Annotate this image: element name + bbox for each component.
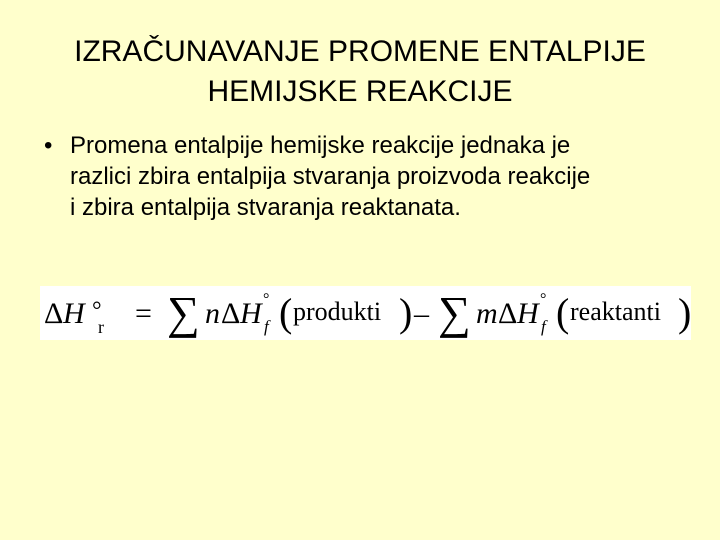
paren-close-2: ) <box>678 290 691 335</box>
equals-sign: = <box>135 297 152 330</box>
bullet-item <box>44 130 704 223</box>
enthalpy-h: H <box>63 297 85 330</box>
bullet-text-line-2: razlici zbira entalpija stvaranja proizvoda reakcije <box>70 163 591 190</box>
bullet-marker: • <box>44 132 53 159</box>
bullet-text-line-3: i zbira entalpija stvaranja reaktanata. <box>70 194 461 221</box>
subscript-f-1: f <box>264 317 269 336</box>
sum-symbol-1: ∑ <box>167 287 200 338</box>
enthalpy-h-3: H <box>517 297 539 330</box>
degree-symbol: ° <box>92 298 102 324</box>
paren-open-1: ( <box>279 290 293 335</box>
sum-symbol-2: ∑ <box>438 287 471 338</box>
bullet-list <box>44 130 704 223</box>
paren-close-1: ) <box>399 290 413 335</box>
degree-symbol-2: ° <box>263 291 270 308</box>
enthalpy-h-2: H <box>240 297 262 330</box>
bullet-text-line-1: Promena entalpije hemijske reakcije jednaka je <box>70 132 571 159</box>
formula-svg <box>40 286 691 340</box>
delta-symbol: Δ <box>44 297 64 330</box>
slide-title-line-2: HEMIJSKE REAKCIJE <box>207 75 513 108</box>
degree-symbol-3: ° <box>540 291 547 308</box>
delta-symbol-2: Δ <box>221 297 241 330</box>
paren-open-2: ( <box>556 290 570 335</box>
subscript-f-2: f <box>541 317 546 336</box>
enthalpy-formula <box>40 286 691 340</box>
coefficient-m: m <box>476 297 498 330</box>
minus-sign: – <box>414 297 429 330</box>
label-reaktanti: reaktanti <box>570 297 661 326</box>
slide-title-line-1: IZRAČUNAVANJE PROMENE ENTALPIJE <box>74 35 646 68</box>
slide-title <box>0 32 720 112</box>
delta-symbol-3: Δ <box>498 297 518 330</box>
label-produkti: produkti <box>293 297 382 326</box>
coefficient-n: n <box>205 297 220 330</box>
subscript-r: r <box>98 317 104 337</box>
